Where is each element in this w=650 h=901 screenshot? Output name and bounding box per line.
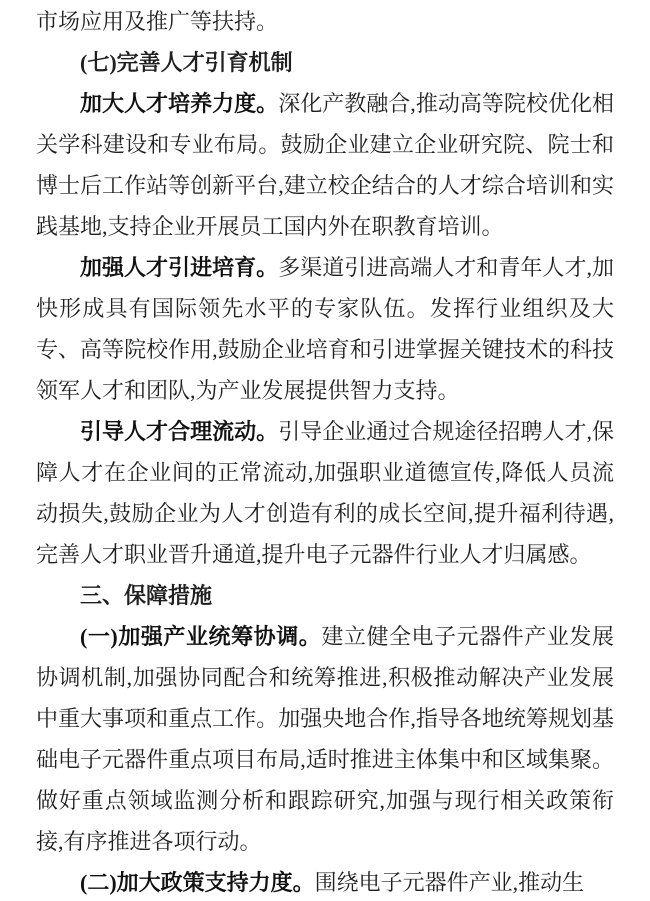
paragraph-talent-mobility <box>36 411 614 575</box>
paragraph-text: 建立健全电子元器件产业发展协调机制,加强协同配合和统筹推进,积极推动解决产业发展中重大事项和重点工作。加强央地合作,指导各地统筹规划基础电子元器件重点项目布局,适时推进主体集中和区域集聚。做好重点领域监测分析和跟踪研究,加强与现行相关政策衔接,有序推进各项行动。 <box>36 624 614 854</box>
paragraph-policy-support <box>36 862 614 901</box>
paragraph-text: 围绕电子元器件产业,推动生 <box>314 870 585 895</box>
paragraph-talent-introduction <box>36 247 614 411</box>
paragraph-text: 市场应用及推广等扶持。 <box>36 9 279 34</box>
paragraph-lead: 加大人才培养力度。 <box>80 91 279 116</box>
paragraph-lead: 引导人才合理流动。 <box>80 419 279 444</box>
heading-text: (七)完善人才引育机制 <box>80 50 293 75</box>
section-heading-talent-mechanism <box>36 42 614 83</box>
paragraph-lead: 加强人才引进培育。 <box>80 255 279 280</box>
section-heading-safeguard-measures <box>36 575 614 616</box>
paragraph-lead: (一)加强产业统筹协调。 <box>80 624 322 649</box>
paragraph-industry-coordination <box>36 616 614 862</box>
paragraph-talent-training <box>36 83 614 247</box>
paragraph-text: 多渠道引进高端人才和青年人才,加快形成具有国际领先水平的专家队伍。发挥行业组织及大专、高等院校作用,鼓励企业培育和引进掌握关键技术的科技领军人才和团队,为产业发展提供智力支持。 <box>36 255 614 403</box>
paragraph-text: 引导企业通过合规途径招聘人才,保障人才在企业间的正常流动,加强职业道德宣传,降低人员流动损失,鼓励企业为人才创造有利的成长空间,提升福利待遇,完善人才职业晋升通道,提升电子元器件行业人才归属感。 <box>36 419 614 567</box>
heading-text: 三、保障措施 <box>80 583 213 608</box>
paragraph-text: 深化产教融合,推动高等院校优化相关学科建设和专业布局。鼓励企业建立企业研究院、院士和博士后工作站等创新平台,建立校企结合的人才综合培训和实践基地,支持企业开展员工国内外在职教育培训。 <box>36 91 614 239</box>
paragraph-continuation <box>36 1 614 42</box>
paragraph-lead: (二)加大政策支持力度。 <box>80 870 315 895</box>
